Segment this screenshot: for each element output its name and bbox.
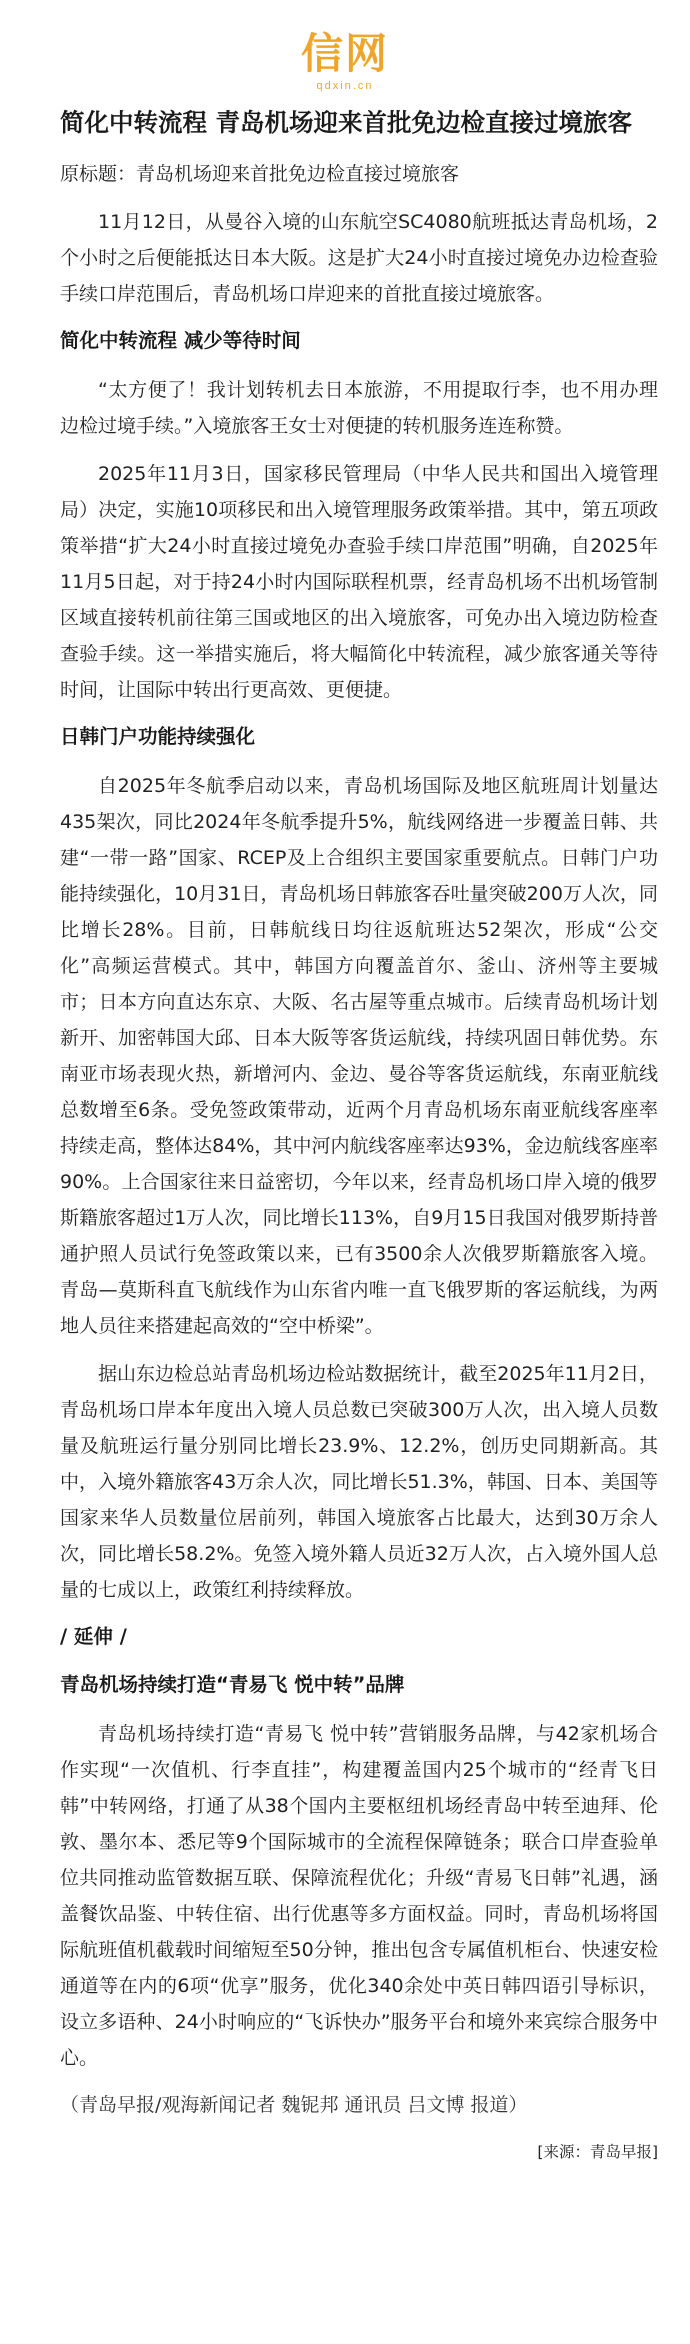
section-heading: 简化中转流程 减少等待时间 [60, 329, 301, 352]
logo-domain: qdxin.cn [316, 80, 374, 92]
byline-credit: （青岛早报/观海新闻记者 魏铌邦 通讯员 吕文博 报道） [60, 2094, 528, 2116]
article-paragraph: “太方便了！我计划转机去日本旅游，不用提取行李，也不用办理边检过境手续。”入境旅客王女士对便捷的转机服务连连称赞。 [60, 379, 658, 437]
logo-mark: 信网 [300, 29, 389, 78]
section-heading: 日韩门户功能持续强化 [60, 725, 256, 748]
article-paragraph: 11月12日，从曼谷入境的山东航空SC4080航班抵达青岛机场，2个小时之后便能抵达日本大阪。这是扩大24小时直接过境免办边检查验手续口岸范围后，青岛机场口岸迎来的首批直接过境旅客。 [60, 211, 658, 305]
source-attribution: [来源：青岛早报] [537, 2143, 658, 2161]
article-paragraph: 青岛机场持续打造“青易飞 悦中转”营销服务品牌，与42家机场合作实现“一次值机、行李直挂”，构建覆盖国内25个城市的“经青飞日韩”中转网络，打通了从38个国内主要枢纽机场经青岛中转至迪拜、伦敦、墨尔本、悉尼等9个国际城市的全流程保障链条；联合口岸查验单位共同推动监管数据互联、保障流程优化；升级“青易飞日韩”礼遇，涵盖餐饮品鉴、中转住宿、出行优惠等多方面权益。同时，青岛机场将国际航班值机截载时间缩短至50分钟，推出包含专属值机柜台、快速安检通道等在内的6项“优享”服务，优化340余处中英日韩四语引导标识，设立多语种、24小时响应的“飞诉快办”服务平台和境外来宾综合服务中心。 [60, 1723, 658, 2069]
article-paragraph: 自2025年冬航季启动以来，青岛机场国际及地区航班周计划量达435架次，同比2024年冬航季提升5%，航线网络进一步覆盖日韩、共建“一带一路”国家、RCEP及上合组织主要国家重要航点。日韩门户功能持续强化，10月31日，青岛机场日韩旅客吞吐量突破200万人次，同比增长28%。目前，日韩航线日均往返航班达52架次，形成“公交化”高频运营模式。其中，韩国方向覆盖首尔、釜山、济州等主要城市；日本方向直达东京、大阪、名古屋等重点城市。后续青岛机场计划新开、加密韩国大邱、日本大阪等客货运航线，持续巩固日韩优势。东南亚市场表现火热，新增河内、金边、曼谷等客货运航线，东南亚航线总数增至6条。受免签政策带动，近两个月青岛机场东南亚航线客座率持续走高，整体达84%，其中河内航线客座率达93%，金边航线客座率90%。上合国家往来日益密切，今年以来，经青岛机场口岸入境的俄罗斯籍旅客超过1万人次，同比增长113%，自9月15日我国对俄罗斯持普通护照人员试行免签政策以来，已有3500余人次俄罗斯籍旅客入境。青岛—莫斯科直飞航线作为山东省内唯一直飞俄罗斯的客运航线，为两地人员往来搭建起高效的“空中桥梁”。 [60, 775, 658, 1337]
article-paragraph: 2025年11月3日，国家移民管理局（中华人民共和国出入境管理局）决定，实施10项移民和出入境管理服务政策举措。其中，第五项政策举措“扩大24小时直接过境免办查验手续口岸范围”明确，自2025年11月5日起，对于持24小时内国际联程机票，经青岛机场不出机场管制区域直接转机前往第三国或地区的出入境旅客，可免办出入境边防检查查验手续。这一举措实施后，将大幅简化中转流程，减少旅客通关等待时间，让国际中转出行更高效、更便捷。 [60, 463, 658, 701]
article-body [60, 156, 658, 2166]
article-paragraph: 据山东边检总站青岛机场边检站数据统计，截至2025年11月2日，青岛机场口岸本年度出入境人员总数已突破300万人次，出入境人员数量及航班运行量分别同比增长23.9%、12.2%，创历史同期新高。其中，入境外籍旅客43万余人次，同比增长51.3%，韩国、日本、美国等国家来华人员数量位居前列，韩国入境旅客占比最大，达到30万余人次，同比增长58.2%。免签入境外籍人员近32万人次，占入境外国人总量的七成以上，政策红利持续释放。 [60, 1363, 658, 1601]
extension-divider-heading: / 延伸 / [60, 1625, 127, 1648]
original-title: 原标题：青岛机场迎来首批免边检直接过境旅客 [60, 163, 460, 185]
site-logo[interactable] [0, 30, 690, 92]
article-title: 简化中转流程 青岛机场迎来首批免边检直接过境旅客 [60, 108, 633, 137]
section-heading: 青岛机场持续打造“青易飞 悦中转”品牌 [60, 1673, 405, 1696]
